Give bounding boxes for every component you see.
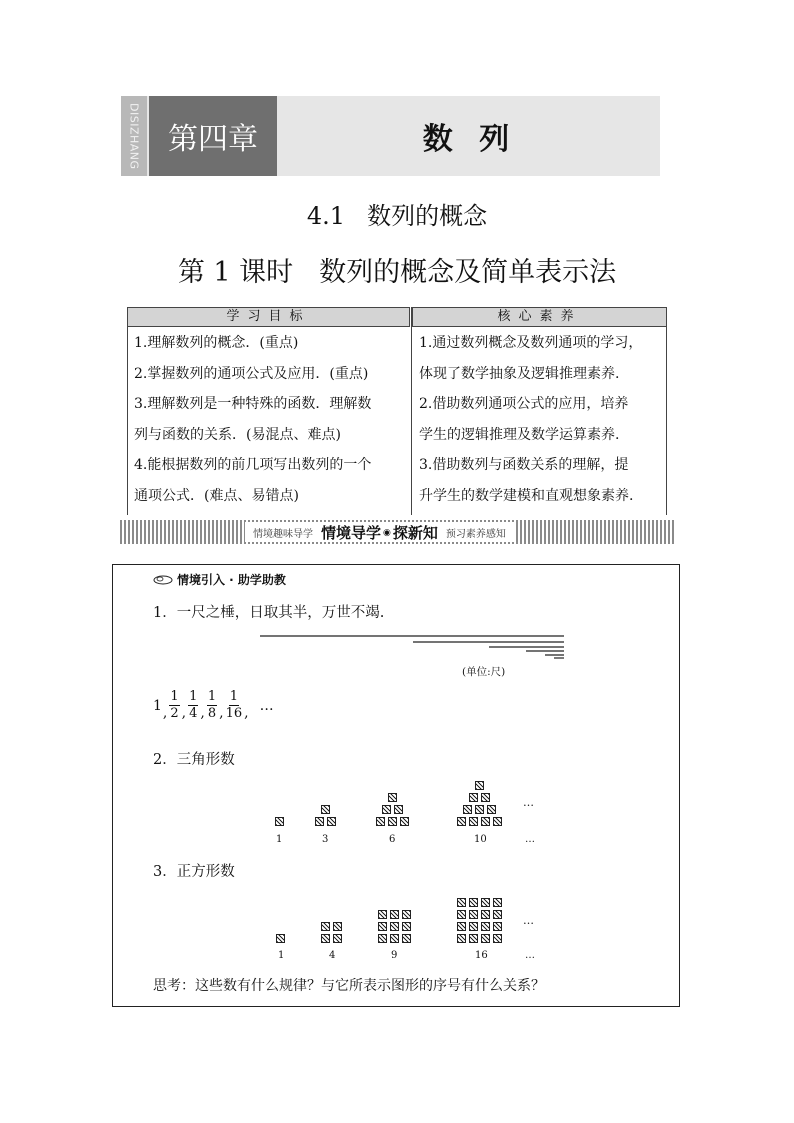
triangle-cell bbox=[463, 805, 472, 814]
square-cell bbox=[378, 910, 387, 919]
square-cell bbox=[378, 922, 387, 931]
square-cell bbox=[481, 934, 490, 943]
triangle-cell bbox=[321, 805, 330, 814]
chapter-title: 数 列 bbox=[422, 122, 518, 157]
square-cell bbox=[493, 910, 502, 919]
triangle-cell bbox=[487, 805, 496, 814]
triangle-cell bbox=[315, 817, 324, 826]
triangle-cell bbox=[388, 793, 397, 802]
square-cell bbox=[402, 910, 411, 919]
section-divider bbox=[120, 520, 675, 544]
triangle-caption: 10 bbox=[474, 834, 487, 845]
square-cell bbox=[493, 898, 502, 907]
square-cell bbox=[390, 910, 399, 919]
square-caption: 16 bbox=[475, 950, 488, 961]
square-cell bbox=[402, 934, 411, 943]
objectives-header: 学习目标 bbox=[127, 307, 410, 327]
literacy-line: 体现了数学抽象及逻辑推理素养. bbox=[419, 365, 620, 382]
objective-line: 1.理解数列的概念．(重点) bbox=[134, 335, 299, 351]
square-caption: 1 bbox=[278, 950, 285, 961]
triangle-cell bbox=[475, 781, 484, 790]
triangle-cell bbox=[469, 793, 478, 802]
objective-line: 4.能根据数列的前几项写出数列的一个 bbox=[134, 457, 372, 473]
triangle-cell bbox=[469, 817, 478, 826]
square-cell bbox=[457, 934, 466, 943]
triangle-cell bbox=[481, 793, 490, 802]
square-cell bbox=[321, 934, 330, 943]
square-cell bbox=[457, 922, 466, 931]
literacy-header: 核心素养 bbox=[412, 307, 667, 327]
square-cell bbox=[493, 934, 502, 943]
triangle-ellipsis: … bbox=[523, 796, 534, 809]
table-divider bbox=[411, 307, 412, 515]
lesson-name: 数列的概念及简单表示法 bbox=[319, 257, 617, 288]
literacy-line: 1.通过数列概念及数列通项的学习， bbox=[419, 335, 643, 351]
square-caption: 4 bbox=[329, 950, 336, 961]
divider-right-text: 预习素养感知 bbox=[445, 528, 506, 540]
square-cell bbox=[469, 934, 478, 943]
triangle-caption: 3 bbox=[322, 834, 329, 845]
square-cell bbox=[481, 898, 490, 907]
item-2-text: 2．三角形数 bbox=[153, 752, 235, 768]
triangle-cell bbox=[382, 805, 391, 814]
divider-dot-icon: ◉ bbox=[383, 528, 391, 538]
chapter-label: 第四章 bbox=[149, 96, 277, 176]
square-cell bbox=[378, 934, 387, 943]
unit-label: (单位:尺) bbox=[462, 666, 506, 678]
divider-center-main: 情境导学 bbox=[321, 523, 382, 542]
triangle-caption-ellipsis: … bbox=[525, 834, 535, 845]
literacy-line: 升学生的数学建模和直观想象素养. bbox=[419, 487, 634, 504]
square-cell bbox=[390, 922, 399, 931]
square-cell bbox=[469, 898, 478, 907]
square-cell bbox=[457, 898, 466, 907]
chapter-side-text: DISIZHANG bbox=[127, 102, 141, 170]
objectives-list bbox=[134, 328, 371, 511]
table-border-left bbox=[127, 307, 128, 515]
square-cell bbox=[333, 934, 342, 943]
cloud-icon bbox=[153, 574, 173, 585]
fraction-term: $\frac{1}{2}$ bbox=[170, 689, 179, 721]
triangle-cell bbox=[457, 817, 466, 826]
fraction-term: $\frac{1}{8}$ bbox=[207, 689, 217, 721]
triangle-cell bbox=[493, 817, 502, 826]
divider-left-text: 情境趣味导学 bbox=[253, 528, 313, 540]
square-caption-ellipsis: … bbox=[525, 950, 535, 961]
triangle-cell bbox=[400, 817, 409, 826]
triangle-cell bbox=[475, 805, 484, 814]
square-cell bbox=[469, 922, 478, 931]
objective-line: 3.理解数列是一种特殊的函数．理解数 bbox=[134, 396, 372, 412]
literacy-line: 2.借助数列通项公式的应用，培养 bbox=[419, 396, 629, 412]
section-number: 4.1 bbox=[306, 202, 346, 230]
triangle-caption: 6 bbox=[389, 834, 396, 845]
divider-center-end: 探新知 bbox=[392, 523, 438, 542]
section-name: 数列的概念 bbox=[367, 202, 488, 230]
intro-heading bbox=[153, 571, 286, 588]
section-title bbox=[0, 196, 794, 231]
square-ellipsis: … bbox=[523, 914, 534, 927]
lesson-part: 第 1 课时 bbox=[177, 257, 294, 288]
literacy-list bbox=[419, 328, 642, 511]
intro-heading-text: 情境引入 · 助学助教 bbox=[177, 573, 286, 587]
divider-center-text bbox=[321, 522, 438, 543]
fraction-sequence: 1 , $\frac{1}{2}$ , $\frac{1}{4}$ , $\frac{1}{8}$ , $\frac{1}{16}$ , … bbox=[153, 689, 274, 721]
item-1-text: 1．一尺之棰，日取其半，万世不竭. bbox=[153, 605, 385, 621]
halving-stick-diagram bbox=[258, 633, 568, 663]
lesson-title bbox=[0, 250, 794, 289]
triangle-cell bbox=[394, 805, 403, 814]
literacy-line: 3.借助数列与函数关系的理解，提 bbox=[419, 457, 629, 473]
square-cell bbox=[333, 922, 342, 931]
chapter-side-tab bbox=[121, 96, 147, 176]
square-cell bbox=[321, 922, 330, 931]
triangle-cell bbox=[327, 817, 336, 826]
triangle-cell bbox=[481, 817, 490, 826]
square-cell bbox=[402, 922, 411, 931]
literacy-line: 学生的逻辑推理及数学运算素养. bbox=[419, 426, 620, 443]
item-3-text: 3．正方形数 bbox=[153, 864, 235, 880]
sequence-first-term: 1 bbox=[153, 697, 162, 714]
objective-line: 2.掌握数列的通项公式及应用．(重点) bbox=[134, 365, 369, 382]
square-cell bbox=[457, 910, 466, 919]
sequence-ellipsis: … bbox=[259, 697, 274, 714]
square-caption: 9 bbox=[391, 950, 398, 961]
square-cell bbox=[276, 934, 285, 943]
square-cell bbox=[390, 934, 399, 943]
triangle-caption: 1 bbox=[276, 834, 283, 845]
fraction-term: $\frac{1}{4}$ bbox=[189, 689, 198, 721]
think-question: 思考：这些数有什么规律？与它所表示图形的序号有什么关系？ bbox=[153, 978, 545, 994]
table-border-right bbox=[666, 307, 667, 515]
triangle-cell bbox=[376, 817, 385, 826]
square-cell bbox=[469, 910, 478, 919]
square-cell bbox=[493, 922, 502, 931]
objective-line: 列与函数的关系．(易混点、难点) bbox=[134, 426, 341, 443]
square-cell bbox=[481, 922, 490, 931]
triangle-cell bbox=[388, 817, 397, 826]
triangle-cell bbox=[275, 817, 284, 826]
objective-line: 通项公式．(难点、易错点) bbox=[134, 487, 299, 504]
fraction-term: $\frac{1}{16}$ bbox=[225, 689, 243, 721]
objectives-table bbox=[127, 307, 667, 515]
square-cell bbox=[481, 910, 490, 919]
